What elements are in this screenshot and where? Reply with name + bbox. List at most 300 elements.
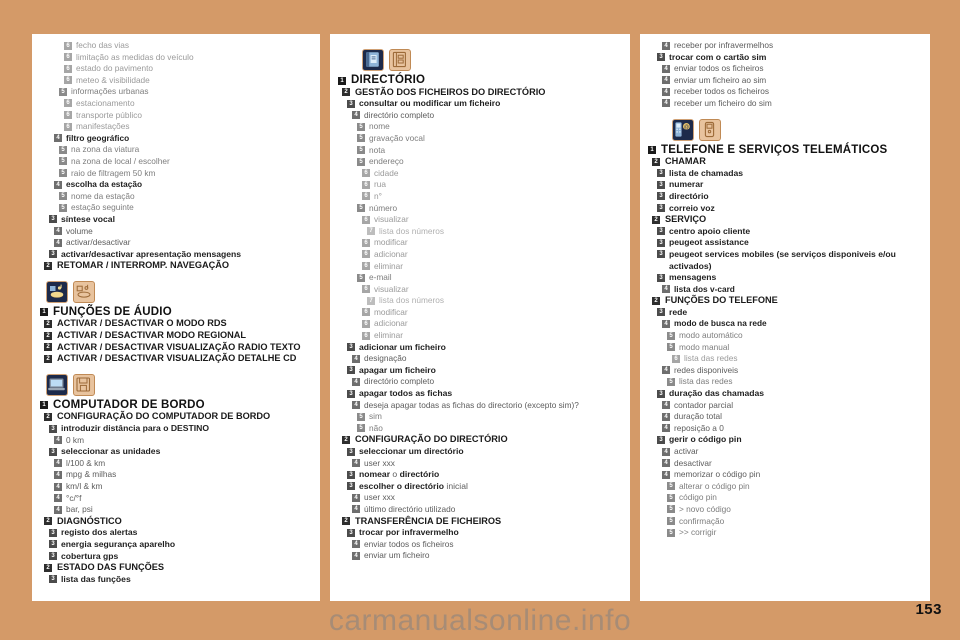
menu-item-level-4	[40, 237, 316, 249]
menu-item-level-6	[40, 110, 316, 122]
menu-item-label: directório completo	[364, 376, 435, 387]
menu-item-level-4	[338, 353, 626, 365]
menu-item-level-5	[40, 202, 316, 214]
menu-item-level-4	[40, 133, 316, 145]
menu-item-level-3	[338, 446, 626, 458]
menu-item-level-3	[40, 249, 316, 261]
level-badge-3: 3	[347, 390, 355, 398]
menu-item-label: escolha da estação	[66, 179, 143, 190]
menu-item-label: cobertura gps	[61, 550, 119, 561]
level-badge-3: 3	[657, 274, 665, 282]
menu-item-label: fecho das vias	[76, 40, 130, 50]
menu-item-level-5	[338, 121, 626, 133]
menu-item-level-4	[40, 435, 316, 447]
menu-item-level-5	[648, 527, 926, 539]
menu-item-label: CHAMAR	[665, 156, 706, 167]
menu-item-label: lista de chamadas	[669, 167, 744, 178]
level-badge-6: 6	[362, 169, 370, 177]
menu-item-level-6	[40, 52, 316, 64]
level-badge-3: 3	[49, 529, 57, 537]
level-badge-5: 5	[667, 505, 675, 513]
column-right	[640, 34, 930, 601]
menu-item-level-3	[648, 179, 926, 191]
menu-item-level-3	[648, 203, 926, 215]
level-badge-5: 5	[59, 146, 67, 154]
section-icons	[672, 119, 926, 141]
menu-item-label: receber um ficheiro do sim	[674, 97, 772, 108]
menu-item-level-5	[648, 481, 926, 493]
menu-item-label: trocar com o cartão sim	[669, 51, 767, 62]
menu-item-label: duração total	[674, 411, 722, 422]
menu-item-level-3	[338, 481, 626, 493]
menu-item-label: apagar todos as fichas	[359, 388, 453, 399]
level-badge-5: 5	[667, 332, 675, 340]
menu-item-label: TRANSFERÊNCIA DE FICHEIROS	[355, 515, 502, 526]
level-badge-4: 4	[352, 401, 360, 409]
menu-item-label: trocar por infravermelho	[359, 527, 459, 538]
menu-item-level-6	[338, 249, 626, 261]
level-badge-6: 6	[362, 239, 370, 247]
menu-item-level-4	[648, 75, 926, 87]
level-badge-6: 6	[362, 320, 370, 328]
menu-item-label: redes disponiveis	[674, 364, 739, 375]
menu-item-label: peugeot services mobiles (se serviços disponiveis e/ou activados)	[669, 248, 896, 271]
menu-item-level-5	[338, 133, 626, 145]
menu-item-label: rua	[374, 179, 386, 190]
level-badge-3: 3	[657, 308, 665, 316]
section-icons	[46, 281, 316, 303]
watermark: carmanualsonline.info	[328, 604, 632, 637]
menu-item-label: bar, psi	[66, 504, 93, 515]
menu-item-level-4	[40, 458, 316, 470]
menu-item-level-5	[40, 144, 316, 156]
level-badge-4: 4	[54, 471, 62, 479]
menu-item-level-2	[338, 87, 626, 99]
menu-item-level-4	[648, 40, 926, 52]
level-badge-3: 3	[49, 215, 57, 223]
menu-item-label: consultar ou modificar um ficheiro	[359, 98, 501, 109]
menu-item-label	[359, 481, 468, 493]
menu-item-level-4	[338, 504, 626, 516]
menu-item-level-2	[648, 214, 926, 226]
menu-item-level-4	[40, 226, 316, 238]
menu-item-label: designação	[364, 353, 407, 364]
menu-item-level-3	[648, 249, 926, 272]
menu-item-level-5	[40, 156, 316, 168]
menu-item-level-4	[648, 98, 926, 110]
menu-item-level-4	[40, 504, 316, 516]
menu-item-level-3	[338, 342, 626, 354]
menu-item-label: mpg & milhas	[66, 469, 117, 480]
level-badge-3: 3	[49, 540, 57, 548]
level-badge-5: 5	[59, 192, 67, 200]
menu-item-level-6	[338, 284, 626, 296]
level-badge-6: 6	[64, 65, 72, 73]
menu-item-label: lista das funções	[61, 573, 131, 584]
menu-item-label: modificar	[374, 306, 408, 317]
level-badge-4: 4	[662, 76, 670, 84]
menu-item-level-6	[338, 214, 626, 226]
level-badge-4: 4	[662, 448, 670, 456]
menu-item-label: lista das redes	[684, 353, 738, 364]
menu-item-label: activar/desactivar apresentação mensagens	[61, 248, 242, 259]
onboard-computer-outline-icon	[73, 374, 95, 396]
menu-item-label: visualizar	[374, 283, 409, 294]
menu-item-label: estacionamento	[76, 97, 135, 108]
level-badge-4: 4	[54, 436, 62, 444]
menu-item-level-2	[40, 411, 316, 423]
menu-item-label: adicionar um ficheiro	[359, 341, 446, 352]
menu-item-level-3	[648, 52, 926, 64]
level-badge-2: 2	[44, 413, 52, 421]
menu-item-label: TELEFONE E SERVIÇOS TELEMÁTICOS	[661, 143, 888, 156]
menu-item-level-3	[40, 551, 316, 563]
level-badge-3: 3	[657, 192, 665, 200]
menu-item-label: visualizar	[374, 214, 409, 225]
menu-item-level-6	[338, 261, 626, 273]
menu-item-level-6	[338, 330, 626, 342]
svg-text:@: @	[683, 123, 689, 130]
menu-item-label: > novo código	[679, 503, 731, 514]
menu-item-label: código pin	[679, 492, 717, 503]
menu-item-label: numerar	[669, 179, 704, 190]
menu-item-level-6	[40, 98, 316, 110]
menu-item-label: centro apoio cliente	[669, 225, 751, 236]
menu-item-label: receber todos os ficheiros	[674, 86, 770, 97]
menu-item-label: directório	[669, 190, 709, 201]
level-badge-5: 5	[357, 204, 365, 212]
level-badge-6: 6	[64, 42, 72, 50]
level-badge-5: 5	[357, 274, 365, 282]
menu-item-level-3	[648, 272, 926, 284]
menu-item-level-1	[338, 75, 626, 87]
telephone-outline-icon	[699, 119, 721, 141]
menu-item-label: modo de busca na rede	[674, 318, 767, 329]
menu-item-level-3	[40, 446, 316, 458]
menu-item-label: lista dos números	[379, 225, 445, 236]
menu-item-level-4	[338, 550, 626, 562]
menu-item-label: lista dos números	[379, 295, 445, 306]
menu-item-level-2	[40, 562, 316, 574]
menu-item-label: lista das redes	[679, 376, 733, 387]
menu-item-label: manifestações	[76, 121, 130, 132]
menu-item-label: sim	[369, 411, 382, 422]
level-badge-1: 1	[40, 401, 48, 409]
level-badge-2: 2	[44, 564, 52, 572]
menu-item-level-5	[40, 168, 316, 180]
level-badge-2: 2	[652, 158, 660, 166]
menu-item-label: energia segurança aparelho	[61, 538, 176, 549]
menu-list	[338, 75, 626, 562]
onboard-computer-icon	[46, 374, 68, 396]
menu-item-label-part: directório	[399, 469, 440, 480]
menu-item-label: síntese vocal	[61, 213, 115, 224]
menu-item-level-4	[338, 376, 626, 388]
menu-item-label: estado do pavimento	[76, 63, 154, 74]
level-badge-2: 2	[652, 297, 660, 305]
menu-item-label: >> corrigir	[679, 527, 717, 538]
menu-item-label-part: escolher o directório	[359, 480, 445, 491]
level-badge-5: 5	[59, 204, 67, 212]
level-badge-4: 4	[662, 471, 670, 479]
level-badge-5: 5	[357, 158, 365, 166]
menu-item-label: nome da estação	[71, 190, 135, 201]
menu-item-level-3	[40, 539, 316, 551]
menu-item-label: limitação as medidas do veículo	[76, 51, 194, 62]
menu-item-level-4	[40, 469, 316, 481]
level-badge-3: 3	[347, 448, 355, 456]
level-badge-4: 4	[54, 239, 62, 247]
menu-item-level-4	[338, 110, 626, 122]
menu-item-label: ACTIVAR / DESACTIVAR O MODO RDS	[57, 318, 227, 329]
menu-item-level-1	[40, 400, 316, 412]
menu-item-level-3	[648, 226, 926, 238]
menu-item-level-4	[648, 458, 926, 470]
level-badge-3: 3	[347, 529, 355, 537]
level-badge-5: 5	[667, 343, 675, 351]
menu-item-level-6	[338, 237, 626, 249]
menu-item-level-5	[338, 411, 626, 423]
menu-item-level-4	[338, 539, 626, 551]
menu-item-label: CONFIGURAÇÃO DO DIRECTÓRIO	[355, 434, 508, 445]
level-badge-4: 4	[54, 459, 62, 467]
menu-item-level-4	[40, 481, 316, 493]
menu-item-label: nota	[369, 144, 386, 155]
level-badge-4: 4	[54, 181, 62, 189]
level-badge-3: 3	[657, 250, 665, 258]
menu-item-level-5	[40, 86, 316, 98]
menu-item-level-5	[338, 423, 626, 435]
level-badge-6: 6	[672, 355, 680, 363]
menu-item-label: lista dos v-card	[674, 283, 735, 294]
menu-list	[648, 145, 926, 539]
menu-item-level-6	[40, 40, 316, 52]
menu-item-level-6	[40, 75, 316, 87]
level-badge-3: 3	[657, 390, 665, 398]
level-badge-5: 5	[667, 517, 675, 525]
level-badge-2: 2	[44, 355, 52, 363]
level-badge-2: 2	[44, 262, 52, 270]
menu-item-level-3	[40, 527, 316, 539]
menu-item-level-2	[648, 295, 926, 307]
menu-item-level-5	[648, 342, 926, 354]
menu-item-level-5	[40, 191, 316, 203]
level-badge-5: 5	[357, 134, 365, 142]
menu-item-level-3	[648, 388, 926, 400]
menu-item-label: reposição a 0	[674, 422, 724, 433]
menu-list	[40, 400, 316, 586]
column-container	[32, 34, 930, 601]
level-badge-4: 4	[54, 483, 62, 491]
menu-item-level-2	[338, 434, 626, 446]
menu-item-level-5	[338, 145, 626, 157]
level-badge-6: 6	[64, 76, 72, 84]
level-badge-4: 4	[54, 134, 62, 142]
menu-item-label: SERVIÇO	[665, 214, 707, 225]
menu-item-label: CONFIGURAÇÃO DO COMPUTADOR DE BORDO	[57, 411, 271, 422]
menu-item-label: FUNÇÕES DO TELEFONE	[665, 295, 778, 306]
level-badge-6: 6	[362, 250, 370, 258]
menu-item-level-3	[40, 214, 316, 226]
directory-book-outline-icon	[389, 49, 411, 71]
menu-item-label: mensagens	[669, 272, 717, 283]
menu-item-label: não	[369, 422, 383, 433]
menu-item-level-3	[648, 434, 926, 446]
menu-item-level-4	[338, 458, 626, 470]
level-badge-4: 4	[352, 459, 360, 467]
level-badge-3: 3	[657, 239, 665, 247]
level-badge-4: 4	[662, 401, 670, 409]
level-badge-7: 7	[367, 227, 375, 235]
menu-item-label: enviar um ficheiro	[364, 550, 430, 561]
menu-item-label: receber por infravermelhos	[674, 40, 774, 50]
level-badge-4: 4	[352, 505, 360, 513]
level-badge-2: 2	[44, 320, 52, 328]
menu-item-level-3	[338, 388, 626, 400]
menu-item-label: cidade	[374, 167, 399, 178]
menu-item-label: memorizar o código pin	[674, 469, 761, 480]
menu-item-level-4	[648, 423, 926, 435]
menu-item-level-3	[40, 423, 316, 435]
menu-item-label: °c/°f	[66, 492, 82, 503]
menu-item-label: apagar um ficheiro	[359, 364, 436, 375]
level-badge-6: 6	[362, 192, 370, 200]
level-badge-4: 4	[662, 285, 670, 293]
level-badge-3: 3	[49, 448, 57, 456]
level-badge-4: 4	[662, 88, 670, 96]
menu-item-level-4	[648, 411, 926, 423]
level-badge-4: 4	[352, 540, 360, 548]
menu-item-label: na zona da viatura	[71, 144, 140, 155]
menu-item-level-4	[648, 400, 926, 412]
menu-item-level-5	[648, 504, 926, 516]
menu-item-level-4	[648, 284, 926, 296]
level-badge-1: 1	[40, 308, 48, 316]
level-badge-5: 5	[357, 146, 365, 154]
menu-item-level-2	[40, 353, 316, 365]
menu-item-label: adicionar	[374, 318, 408, 329]
menu-item-label: RETOMAR / INTERROMP. NAVEGAÇÃO	[57, 260, 230, 271]
level-badge-6: 6	[362, 308, 370, 316]
level-badge-3: 3	[347, 471, 355, 479]
level-badge-6: 6	[64, 123, 72, 131]
level-badge-2: 2	[44, 343, 52, 351]
menu-item-level-6	[648, 353, 926, 365]
level-badge-6: 6	[362, 332, 370, 340]
directory-book-icon	[362, 49, 384, 71]
level-badge-4: 4	[662, 424, 670, 432]
audio-music-icon	[46, 281, 68, 303]
level-badge-1: 1	[648, 146, 656, 154]
menu-item-level-4	[648, 63, 926, 75]
menu-item-level-3	[648, 307, 926, 319]
menu-item-level-2	[40, 260, 316, 272]
level-badge-6: 6	[64, 53, 72, 61]
menu-item-level-5	[338, 272, 626, 284]
menu-item-level-1	[40, 307, 316, 319]
menu-item-level-3	[648, 191, 926, 203]
menu-item-level-3	[338, 469, 626, 481]
menu-item-label: modo automático	[679, 330, 743, 341]
menu-item-label-part: inicial	[444, 480, 468, 491]
level-badge-6: 6	[64, 111, 72, 119]
level-badge-5: 5	[357, 424, 365, 432]
menu-item-label: registo dos alertas	[61, 527, 138, 538]
menu-item-level-2	[40, 330, 316, 342]
menu-item-level-3	[40, 574, 316, 586]
menu-item-level-2	[40, 516, 316, 528]
level-badge-2: 2	[44, 332, 52, 340]
menu-item-level-1	[648, 145, 926, 157]
menu-item-level-2	[40, 342, 316, 354]
menu-item-label: ACTIVAR / DESACTIVAR MODO REGIONAL	[57, 330, 247, 341]
level-badge-3: 3	[347, 100, 355, 108]
level-badge-4: 4	[352, 378, 360, 386]
menu-item-label: contador parcial	[674, 399, 734, 410]
level-badge-5: 5	[357, 123, 365, 131]
menu-list	[40, 40, 316, 272]
level-badge-5: 5	[59, 88, 67, 96]
menu-item-label: enviar um ficheiro ao sim	[674, 74, 767, 85]
menu-item-level-7	[338, 295, 626, 307]
menu-item-label: GESTÃO DOS FICHEIROS DO DIRECTÓRIO	[355, 86, 546, 97]
level-badge-4: 4	[662, 65, 670, 73]
menu-item-level-3	[648, 237, 926, 249]
menu-item-label: activar	[674, 446, 699, 456]
menu-item-level-6	[338, 168, 626, 180]
menu-item-label: volume	[66, 225, 93, 236]
menu-item-label: na zona de local / escolher	[71, 155, 170, 166]
menu-item-label: meteo & visibilidade	[76, 74, 150, 85]
level-badge-4: 4	[352, 355, 360, 363]
menu-list	[648, 40, 926, 110]
menu-item-label: user xxx	[364, 457, 395, 468]
level-badge-4: 4	[54, 506, 62, 514]
menu-item-level-4	[648, 446, 926, 458]
menu-item-label: alterar o código pin	[679, 480, 750, 491]
menu-item-label: transporte público	[76, 109, 142, 120]
level-badge-4: 4	[662, 320, 670, 328]
menu-item-label: km/l & km	[66, 481, 103, 491]
menu-item-label: user xxx	[364, 492, 395, 503]
menu-item-level-6	[338, 318, 626, 330]
menu-item-level-6	[338, 307, 626, 319]
level-badge-1: 1	[338, 77, 346, 85]
level-badge-2: 2	[652, 216, 660, 224]
menu-item-label: adicionar	[374, 248, 408, 259]
menu-item-level-2	[40, 318, 316, 330]
menu-item-level-6	[338, 191, 626, 203]
menu-item-label: raio de filtragem 50 km	[71, 167, 156, 178]
level-badge-3: 3	[49, 575, 57, 583]
menu-item-level-5	[648, 492, 926, 504]
section-icons	[362, 49, 626, 71]
menu-item-level-4	[648, 469, 926, 481]
menu-item-level-4	[338, 400, 626, 412]
level-badge-6: 6	[362, 216, 370, 224]
menu-item-level-5	[648, 516, 926, 528]
level-badge-4: 4	[662, 413, 670, 421]
menu-item-label: l/100 & km	[66, 457, 106, 468]
level-badge-3: 3	[657, 227, 665, 235]
level-badge-5: 5	[357, 413, 365, 421]
menu-item-label: deseja apagar todas as fichas do directorio (excepto sim)?	[364, 399, 579, 410]
level-badge-4: 4	[54, 494, 62, 502]
menu-item-label: DIRECTÓRIO	[351, 74, 426, 86]
menu-list	[40, 307, 316, 365]
menu-item-label: eliminar	[374, 260, 404, 271]
level-badge-3: 3	[657, 169, 665, 177]
